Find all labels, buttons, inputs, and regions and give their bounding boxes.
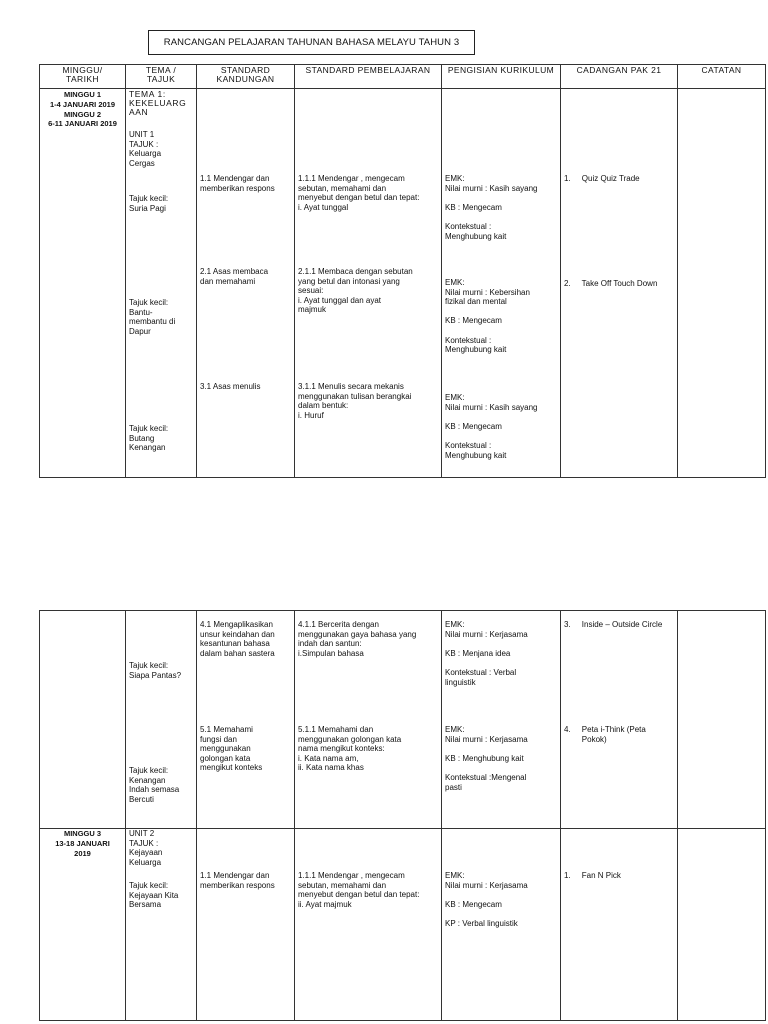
standard-pembelajaran-text: 3.1.1 Menulis secara mekanis menggunakan tulisan berangkai dalam bentuk: i. Huruf [298,382,412,420]
pengisian-kurikulum-cell [442,611,561,829]
tema-cell [126,611,197,829]
pengisian-kurikulum-text: EMK: Nilai murni : Kebersihan fizikal dan mental KB : Mengecam Kontekstual : Menghubung kait [445,278,530,355]
pak21-item: 2. Take Off Touch Down [564,279,658,288]
standard-kandungan-text: 1.1 Mendengar dan memberikan respons [200,871,275,890]
catatan-cell [678,829,766,1021]
standard-kandungan-text: 3.1 Asas menulis [200,382,261,391]
pengisian-kurikulum-text: EMK: Nilai murni : Kerjasama KB : Menjana idea Kontekstual : Verbal linguistik [445,620,528,687]
header-minggu: MINGGU/ TARIKH [40,65,126,89]
pengisian-kurikulum-cell [442,829,561,1021]
tajuk-kecil: Tajuk kecil: Siapa Pantas? [129,661,182,680]
header-standard-kandungan: STANDARD KANDUNGAN [197,65,295,89]
lesson-plan-table-1 [39,64,766,478]
tema-cell [126,89,197,478]
tajuk-kecil: Tajuk kecil: Kejayaan Kita Bersama [129,881,179,910]
standard-kandungan-cell [197,89,295,478]
standard-kandungan-text: 2.1 Asas membaca dan memahami [200,267,269,286]
standard-pembelajaran-text: 1.1.1 Mendengar , mengecam sebutan, memahami dan menyebut dengan betul dan tepat: ii. Ayat majmuk [298,871,420,909]
pengisian-kurikulum-text: EMK: Nilai murni : Kerjasama KB : Mengecam KP : Verbal linguistik [445,871,528,928]
document-title: RANCANGAN PELAJARAN TAHUNAN BAHASA MELAYU TAHUN 3 [148,30,475,55]
header-cadangan-pak21: CADANGAN PAK 21 [561,65,678,89]
pengisian-kurikulum-text: EMK: Nilai murni : Kasih sayang KB : Mengecam Kontekstual : Menghubung kait [445,174,538,241]
unit-title: UNIT 1 TAJUK : Keluarga Cergas [129,130,162,168]
standard-kandungan-text: 1.1 Mendengar dan memberikan respons [200,174,275,193]
header-pengisian-kurikulum: PENGISIAN KURIKULUM [442,65,561,89]
standard-kandungan-cell [197,829,295,1021]
lesson-plan-table-2 [39,610,766,1021]
standard-pembelajaran-text: 4.1.1 Bercerita dengan menggunakan gaya bahasa yang indah dan santun: i.Simpulan bahasa [298,620,417,658]
tajuk-kecil: Tajuk kecil: Butang Kenangan [129,424,169,453]
header-tema: TEMA / TAJUK [126,65,197,89]
table-row [40,89,766,478]
standard-kandungan-text: 4.1 Mengaplikasikan unsur keindahan dan kesantunan bahasa dalam bahan sastera [200,620,275,658]
tema-heading: TEMA 1: KEKELUARG AAN [129,89,187,117]
pengisian-kurikulum-cell [442,89,561,478]
standard-pembelajaran-cell [295,611,442,829]
standard-pembelajaran-text: 2.1.1 Membaca dengan sebutan yang betul dan intonasi yang sesuai: i. Ayat tunggal dan ayat majmuk [298,267,413,315]
cadangan-pak21-cell [561,611,678,829]
standard-pembelajaran-text: 5.1.1 Memahami dan menggunakan golongan kata nama mengikut konteks: i. Kata nama am, ii. Kata nama khas [298,725,402,773]
week-text: MINGGU 1 1-4 JANUARI 2019 MINGGU 2 6-11 JANUARI 2019 [48,90,117,129]
week-cell [40,829,126,1021]
week-text: MINGGU 3 13-18 JANUARI 2019 [55,829,110,858]
header-row [40,65,766,89]
table-row [40,611,766,829]
standard-pembelajaran-cell [295,89,442,478]
tajuk-kecil: Tajuk kecil: Kenangan Indah semasa Bercuti [129,766,180,804]
pak21-item: 1. Quiz Quiz Trade [564,174,640,183]
standard-pembelajaran-text: 1.1.1 Mendengar , mengecam sebutan, memahami dan menyebut dengan betul dan tepat: i. Ayat tunggal [298,174,420,212]
unit-title: UNIT 2 TAJUK : Kejayaan Keluarga [129,829,163,867]
week-cell [40,611,126,829]
catatan-cell [678,89,766,478]
standard-kandungan-cell [197,611,295,829]
standard-pembelajaran-cell [295,829,442,1021]
week-cell [40,89,126,478]
pak21-item: 1. Fan N Pick [564,871,621,880]
tajuk-kecil: Tajuk kecil: Suria Pagi [129,194,169,213]
standard-kandungan-text: 5.1 Memahami fungsi dan menggunakan golongan kata mengikut konteks [200,725,263,773]
catatan-cell [678,611,766,829]
pak21-item: 3. Inside – Outside Circle [564,620,663,629]
header-catatan: CATATAN [678,65,766,89]
cadangan-pak21-cell [561,829,678,1021]
table-row [40,829,766,1021]
tema-cell [126,829,197,1021]
tajuk-kecil: Tajuk kecil: Bantu- membantu di Dapur [129,298,176,336]
pengisian-kurikulum-text: EMK: Nilai murni : Kasih sayang KB : Mengecam Kontekstual : Menghubung kait [445,393,538,460]
pak21-item: 4. Peta i-Think (Peta Pokok) [564,725,646,744]
header-standard-pembelajaran: STANDARD PEMBELAJARAN [295,65,442,89]
pengisian-kurikulum-text: EMK: Nilai murni : Kerjasama KB : Menghubung kait Kontekstual :Mengenal pasti [445,725,528,792]
cadangan-pak21-cell [561,89,678,478]
